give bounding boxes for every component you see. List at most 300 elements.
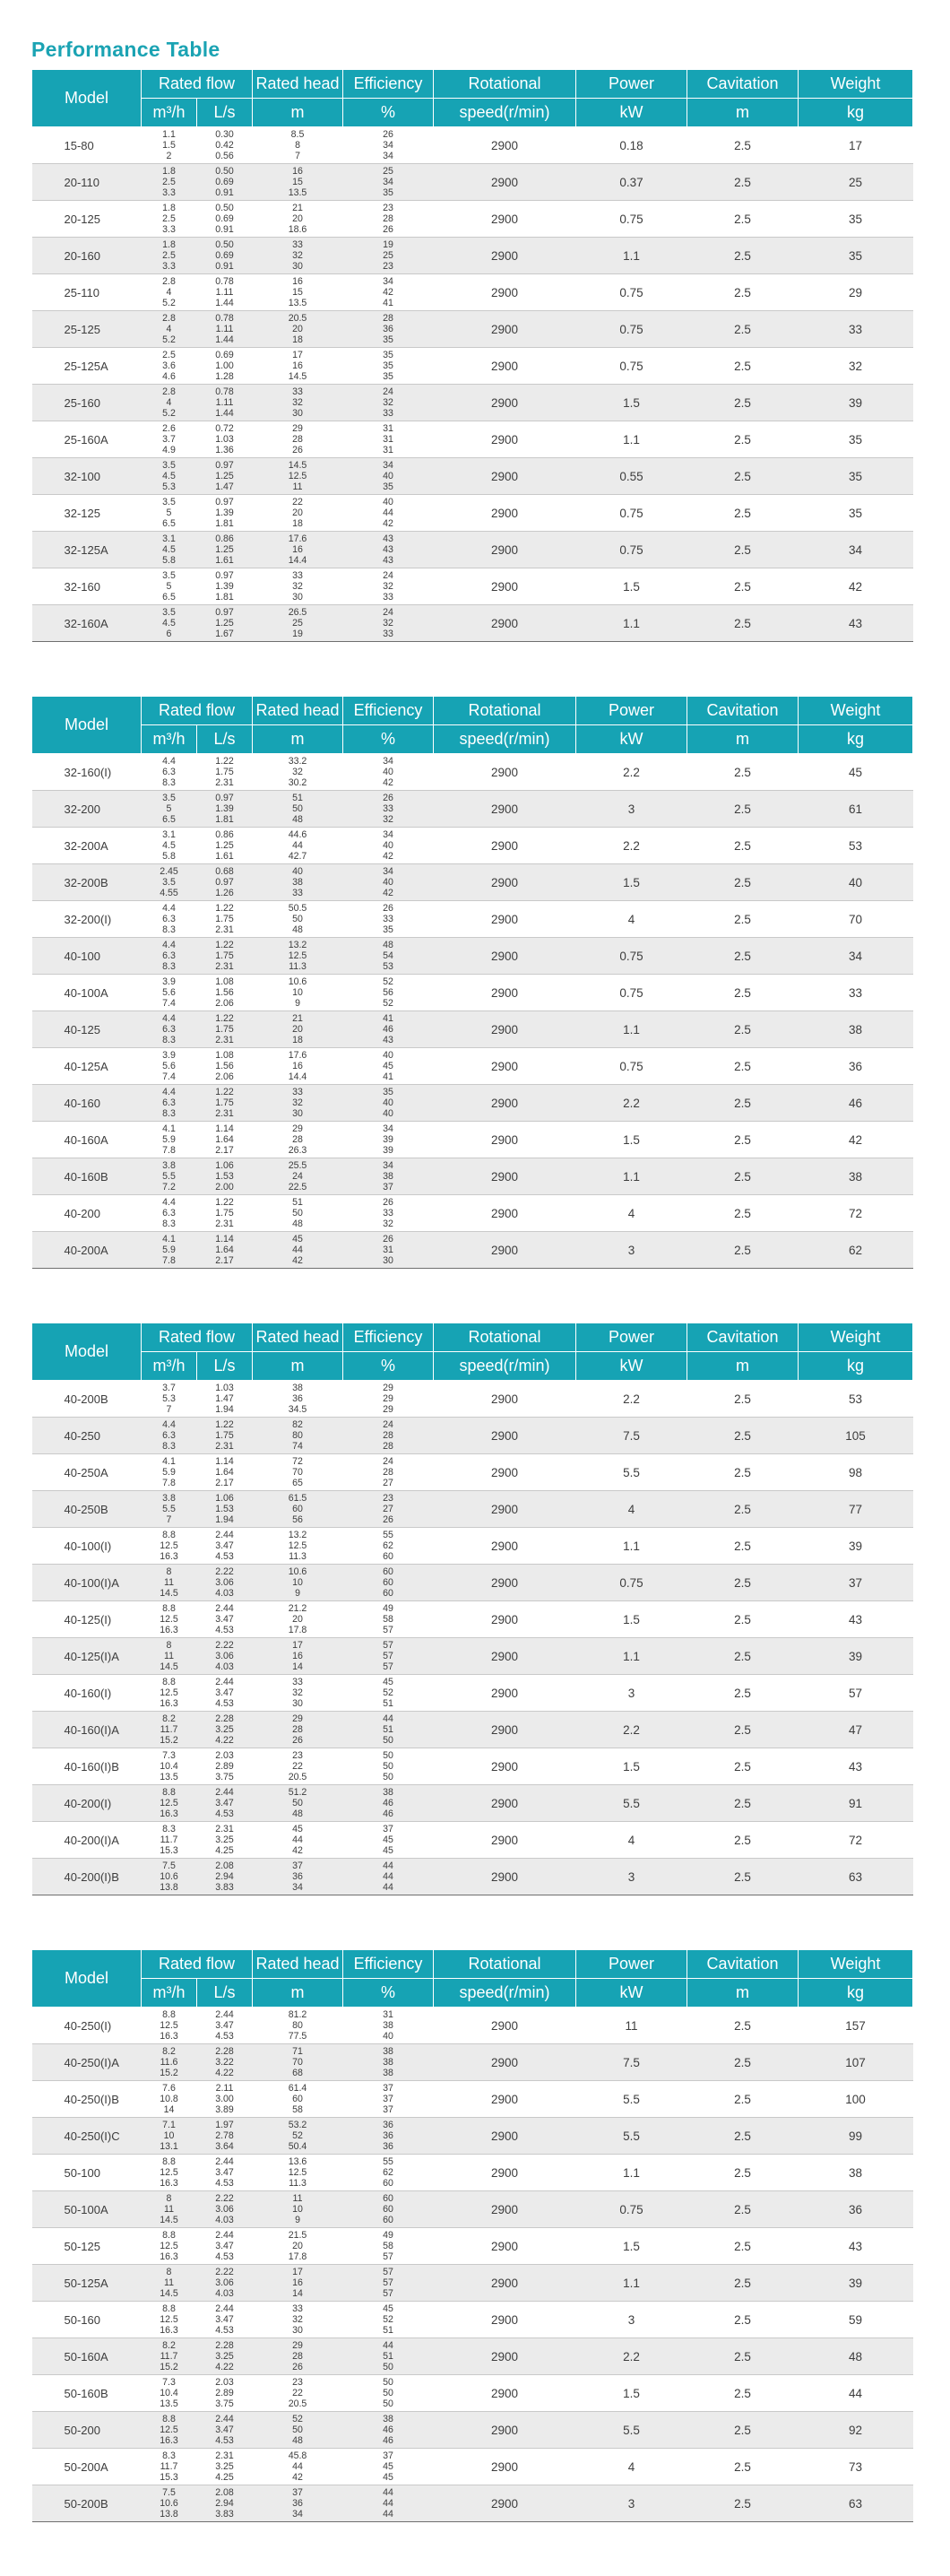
flow-m3h-cell (142, 568, 197, 605)
flow-ls-cell (197, 385, 253, 421)
flow-ls-value: 1.08 (215, 976, 234, 987)
head-value: 16 (292, 1650, 303, 1661)
speed-cell: 2900 (434, 901, 576, 938)
flow-ls-value: 2.44 (215, 2303, 234, 2314)
efficiency-values (343, 1013, 434, 1046)
performance-table-block (31, 1949, 912, 2522)
head-value: 48 (292, 2435, 303, 2447)
efficiency-value: 26 (383, 224, 393, 236)
power-cell: 7.5 (576, 2044, 687, 2081)
head-values (253, 793, 343, 826)
head-cell (253, 1158, 343, 1195)
efficiency-value: 36 (383, 2119, 393, 2130)
head-value: 12.5 (288, 2166, 307, 2178)
efficiency-values (343, 276, 434, 309)
speed-cell: 2900 (434, 274, 576, 311)
flow-m3h-values (142, 1824, 197, 1857)
flow-m3h-cell (142, 1195, 197, 1232)
power-cell: 4 (576, 2449, 687, 2485)
flow-ls-cell (197, 568, 253, 605)
efficiency-value: 45 (383, 1676, 393, 1687)
efficiency-values (343, 2230, 434, 2263)
head-value: 14.5 (288, 371, 307, 383)
unit-cavitation: m (687, 99, 799, 127)
head-value: 50 (292, 913, 303, 924)
head-cell (253, 2081, 343, 2118)
flow-ls-value: 3.06 (215, 2277, 234, 2288)
head-values (253, 1383, 343, 1416)
efficiency-value: 23 (383, 202, 393, 213)
table-row (32, 2191, 913, 2228)
speed-cell: 2900 (434, 1085, 576, 1122)
efficiency-value: 34 (383, 151, 393, 162)
efficiency-value: 24 (383, 569, 393, 581)
flow-m3h-value: 8.3 (162, 924, 176, 936)
cavitation-cell: 2.5 (687, 1601, 799, 1638)
head-value: 33 (292, 1676, 303, 1687)
flow-m3h-value: 2.6 (162, 422, 176, 434)
efficiency-value: 41 (383, 1071, 393, 1083)
head-value: 14.5 (288, 459, 307, 471)
efficiency-value: 35 (383, 371, 393, 383)
flow-m3h-value: 3.5 (162, 459, 176, 471)
flow-m3h-value: 5.9 (162, 1244, 176, 1255)
head-value: 48 (292, 1219, 303, 1230)
efficiency-value: 32 (383, 617, 393, 629)
cavitation-cell: 2.5 (687, 274, 799, 311)
head-cell (253, 421, 343, 458)
weight-cell: 35 (799, 421, 913, 458)
head-value: 26.5 (288, 606, 307, 618)
speed-cell: 2900 (434, 1195, 576, 1232)
flow-m3h-value: 3.5 (162, 606, 176, 618)
head-cell (253, 532, 343, 568)
head-value: 13.2 (288, 939, 307, 950)
head-value: 48 (292, 814, 303, 826)
flow-m3h-value: 16.3 (160, 1808, 178, 1820)
head-value: 17.6 (288, 1049, 307, 1061)
efficiency-values (343, 1493, 434, 1526)
head-value: 10 (292, 1576, 303, 1588)
flow-ls-value: 0.78 (215, 386, 234, 397)
cavitation-cell: 2.5 (687, 1491, 799, 1528)
efficiency-cell (343, 2302, 434, 2338)
efficiency-value: 31 (383, 1244, 393, 1255)
flow-m3h-value: 7.8 (162, 1478, 176, 1489)
head-value: 26 (292, 1735, 303, 1747)
flow-m3h-value: 3.5 (162, 876, 176, 888)
efficiency-value: 26 (383, 1233, 393, 1245)
flow-ls-value: 2.17 (215, 1255, 234, 1267)
efficiency-value: 41 (383, 1012, 393, 1024)
speed-cell: 2900 (434, 1785, 576, 1822)
head-cell (253, 828, 343, 864)
weight-cell: 40 (799, 864, 913, 901)
power-cell: 5.5 (576, 1454, 687, 1491)
cavitation-cell: 2.5 (687, 2338, 799, 2375)
flow-m3h-values (142, 1530, 197, 1563)
flow-m3h-value: 8.8 (162, 2303, 176, 2314)
weight-cell: 100 (799, 2081, 913, 2118)
flow-m3h-value: 4.4 (162, 939, 176, 950)
head-value: 20.5 (288, 1772, 307, 1783)
speed-cell: 2900 (434, 1712, 576, 1748)
header-model: Model (32, 697, 142, 754)
flow-m3h-values (142, 2156, 197, 2190)
head-value: 17 (292, 1639, 303, 1651)
efficiency-value: 50 (383, 1735, 393, 1747)
power-cell: 1.5 (576, 2228, 687, 2265)
efficiency-value: 40 (383, 2031, 393, 2043)
efficiency-cell (343, 421, 434, 458)
cavitation-cell: 2.5 (687, 1748, 799, 1785)
flow-ls-value: 2.22 (215, 1639, 234, 1651)
unit-weight: kg (799, 725, 913, 754)
head-cell (253, 2338, 343, 2375)
model-cell: 40-200B (32, 1381, 142, 1418)
efficiency-values (343, 460, 434, 493)
header-model: Model (32, 70, 142, 127)
head-values (253, 1419, 343, 1453)
efficiency-value: 34 (383, 275, 393, 287)
flow-m3h-value: 5.2 (162, 408, 176, 420)
head-value: 34 (292, 2509, 303, 2520)
flow-m3h-values (142, 2046, 197, 2079)
speed-cell: 2900 (434, 385, 576, 421)
head-value: 21.2 (288, 1602, 307, 1614)
head-value: 37 (292, 1860, 303, 1871)
unit-weight: kg (799, 1979, 913, 2008)
head-values (253, 2009, 343, 2043)
flow-ls-values (197, 276, 253, 309)
head-cell (253, 1638, 343, 1675)
head-value: 18 (292, 334, 303, 346)
flow-ls-value: 2.44 (215, 1786, 234, 1798)
head-value: 20 (292, 1613, 303, 1625)
unit-head: m (253, 1352, 343, 1381)
flow-ls-value: 2.08 (215, 1860, 234, 1871)
flow-m3h-value: 13.8 (160, 2509, 178, 2520)
head-value: 22.5 (288, 1182, 307, 1193)
flow-m3h-value: 3.5 (162, 496, 176, 507)
flow-m3h-cell (142, 164, 197, 201)
head-cell (253, 864, 343, 901)
head-value: 60 (292, 1503, 303, 1514)
efficiency-values (343, 1530, 434, 1563)
flow-ls-value: 0.91 (215, 187, 234, 199)
model-cell: 40-250(I) (32, 2008, 142, 2044)
head-value: 44 (292, 2460, 303, 2472)
flow-m3h-value: 6.5 (162, 592, 176, 603)
weight-cell: 43 (799, 1748, 913, 1785)
flow-ls-values (197, 607, 253, 640)
header-weight: Weight (799, 697, 913, 725)
flow-m3h-value: 5.6 (162, 986, 176, 998)
head-value: 80 (292, 2019, 303, 2031)
efficiency-cell (343, 1085, 434, 1122)
efficiency-value: 35 (383, 349, 393, 360)
head-value: 13.5 (288, 187, 307, 199)
efficiency-value: 23 (383, 1492, 393, 1504)
head-values (253, 2267, 343, 2300)
head-value: 12.5 (288, 470, 307, 481)
head-cell (253, 1859, 343, 1895)
weight-cell: 107 (799, 2044, 913, 2081)
efficiency-cell (343, 2081, 434, 2118)
head-value: 36 (292, 1392, 303, 1404)
model-cell: 40-100 (32, 938, 142, 975)
flow-m3h-value: 16.3 (160, 2251, 178, 2263)
head-cell (253, 274, 343, 311)
cavitation-cell: 2.5 (687, 1381, 799, 1418)
power-cell: 1.1 (576, 421, 687, 458)
weight-cell: 43 (799, 605, 913, 642)
flow-ls-value: 1.36 (215, 445, 234, 456)
head-cell (253, 2118, 343, 2155)
head-value: 44 (292, 1834, 303, 1845)
flow-ls-values (197, 1824, 253, 1857)
flow-m3h-value: 12.5 (160, 1613, 178, 1625)
flow-m3h-value: 4 (166, 323, 172, 334)
flow-m3h-cell (142, 2191, 197, 2228)
head-value: 18 (292, 1035, 303, 1046)
flow-m3h-value: 2.5 (162, 349, 176, 360)
head-value: 29 (292, 2339, 303, 2351)
flow-m3h-value: 5.8 (162, 851, 176, 863)
cavitation-cell: 2.5 (687, 1454, 799, 1491)
efficiency-value: 40 (383, 839, 393, 851)
efficiency-cell (343, 1158, 434, 1195)
flow-m3h-cell (142, 1158, 197, 1195)
head-value: 56 (292, 1514, 303, 1526)
efficiency-value: 34 (383, 755, 393, 767)
power-cell: 1.5 (576, 864, 687, 901)
unit-power: kW (576, 725, 687, 754)
cavitation-cell: 2.5 (687, 2081, 799, 2118)
efficiency-value: 42 (383, 888, 393, 899)
flow-ls-cell (197, 348, 253, 385)
flow-ls-values (197, 2487, 253, 2520)
weight-cell: 43 (799, 2228, 913, 2265)
efficiency-value: 46 (383, 2435, 393, 2447)
efficiency-cell (343, 1011, 434, 1048)
table-row (32, 2485, 913, 2522)
flow-ls-value: 3.47 (215, 2424, 234, 2435)
head-value: 42 (292, 2472, 303, 2484)
flow-m3h-cell (142, 1011, 197, 1048)
head-cell (253, 2044, 343, 2081)
speed-cell: 2900 (434, 1675, 576, 1712)
efficiency-values (343, 423, 434, 456)
header-rotational: Rotational (434, 1323, 576, 1352)
flow-ls-value: 3.47 (215, 2313, 234, 2325)
model-cell: 40-250 (32, 1418, 142, 1454)
flow-ls-values (197, 1530, 253, 1563)
flow-m3h-cell (142, 2081, 197, 2118)
head-value: 10.6 (288, 976, 307, 987)
efficiency-value: 33 (383, 408, 393, 420)
efficiency-value: 57 (383, 2288, 393, 2300)
head-cell (253, 495, 343, 532)
efficiency-value: 43 (383, 555, 393, 567)
head-cell (253, 1675, 343, 1712)
table-row (32, 495, 913, 532)
flow-m3h-value: 16.3 (160, 2435, 178, 2447)
flow-ls-value: 2.22 (215, 2266, 234, 2277)
head-value: 45.8 (288, 2450, 307, 2461)
head-cell (253, 1454, 343, 1491)
flow-m3h-value: 2.5 (162, 212, 176, 224)
flow-ls-value: 0.42 (215, 139, 234, 151)
head-value: 50 (292, 2424, 303, 2435)
head-value: 22 (292, 496, 303, 507)
flow-m3h-values (142, 570, 197, 603)
table-row (32, 532, 913, 568)
flow-m3h-value: 7 (166, 1514, 172, 1526)
table-row (32, 1158, 913, 1195)
head-value: 61.4 (288, 2082, 307, 2094)
head-value: 23 (292, 1749, 303, 1761)
efficiency-value: 38 (383, 2413, 393, 2424)
head-value: 14.4 (288, 1071, 307, 1083)
flow-ls-value: 2.31 (215, 961, 234, 973)
flow-ls-cell (197, 2228, 253, 2265)
flow-ls-value: 1.64 (215, 1244, 234, 1255)
head-cell (253, 1748, 343, 1785)
flow-m3h-value: 6.3 (162, 913, 176, 924)
head-values (253, 1750, 343, 1783)
table-row (32, 1785, 913, 1822)
flow-ls-cell (197, 2118, 253, 2155)
efficiency-values (343, 2340, 434, 2373)
flow-ls-values (197, 2009, 253, 2043)
flow-m3h-value: 2.5 (162, 176, 176, 187)
flow-m3h-cell (142, 2449, 197, 2485)
efficiency-cell (343, 1712, 434, 1748)
head-value: 48 (292, 1808, 303, 1820)
efficiency-cell (343, 1822, 434, 1859)
efficiency-values (343, 239, 434, 273)
head-value: 72 (292, 1455, 303, 1467)
efficiency-value: 45 (383, 2303, 393, 2314)
cavitation-cell: 2.5 (687, 2375, 799, 2412)
table-row (32, 1638, 913, 1675)
flow-m3h-value: 2.45 (160, 865, 178, 877)
head-value: 11 (292, 481, 303, 493)
flow-ls-values (197, 2046, 253, 2079)
power-cell: 4 (576, 901, 687, 938)
flow-ls-values (197, 1713, 253, 1747)
flow-m3h-values (142, 793, 197, 826)
head-value: 74 (292, 1441, 303, 1453)
cavitation-cell: 2.5 (687, 1859, 799, 1895)
flow-ls-cell (197, 1195, 253, 1232)
head-values (253, 2046, 343, 2079)
efficiency-values (343, 1566, 434, 1600)
flow-ls-values (197, 166, 253, 199)
model-cell: 50-200 (32, 2412, 142, 2449)
head-values (253, 2487, 343, 2520)
flow-m3h-values (142, 2230, 197, 2263)
efficiency-value: 34 (383, 1123, 393, 1134)
table-row (32, 1454, 913, 1491)
flow-ls-value: 0.78 (215, 275, 234, 287)
flow-ls-value: 3.06 (215, 1650, 234, 1661)
flow-ls-value: 4.25 (215, 1845, 234, 1857)
head-value: 22 (292, 2387, 303, 2398)
flow-m3h-value: 3.8 (162, 1492, 176, 1504)
header-rotational: Rotational (434, 1950, 576, 1979)
flow-ls-value: 2.44 (215, 2229, 234, 2241)
speed-cell: 2900 (434, 2228, 576, 2265)
header-power: Power (576, 697, 687, 725)
weight-cell: 47 (799, 1712, 913, 1748)
efficiency-value: 45 (383, 2472, 393, 2484)
weight-cell: 32 (799, 348, 913, 385)
flow-m3h-cell (142, 238, 197, 274)
head-value: 16 (292, 543, 303, 555)
head-value: 28 (292, 433, 303, 445)
head-value: 51.2 (288, 1786, 307, 1798)
power-cell: 1.5 (576, 1122, 687, 1158)
flow-m3h-cell (142, 1528, 197, 1565)
flow-ls-value: 4.53 (215, 1698, 234, 1710)
flow-m3h-value: 16.3 (160, 1625, 178, 1636)
efficiency-value: 41 (383, 298, 393, 309)
efficiency-value: 43 (383, 1035, 393, 1046)
efficiency-value: 60 (383, 2192, 393, 2204)
flow-ls-cell (197, 791, 253, 828)
efficiency-value: 32 (383, 1219, 393, 1230)
flow-m3h-value: 5.3 (162, 1392, 176, 1404)
flow-m3h-value: 6.3 (162, 1097, 176, 1108)
flow-ls-value: 1.22 (215, 1418, 234, 1430)
flow-m3h-value: 4.4 (162, 1086, 176, 1097)
flow-ls-value: 3.47 (215, 2166, 234, 2178)
speed-cell: 2900 (434, 1011, 576, 1048)
flow-ls-value: 0.97 (215, 792, 234, 803)
weight-cell: 33 (799, 311, 913, 348)
efficiency-values (343, 2120, 434, 2153)
head-value: 33 (292, 1086, 303, 1097)
flow-m3h-value: 6.3 (162, 950, 176, 961)
power-cell: 0.75 (576, 1565, 687, 1601)
efficiency-value: 62 (383, 2166, 393, 2178)
flow-ls-value: 4.53 (215, 2178, 234, 2190)
speed-cell: 2900 (434, 1381, 576, 1418)
efficiency-value: 44 (383, 1882, 393, 1894)
efficiency-value: 34 (383, 176, 393, 187)
weight-cell: 39 (799, 2265, 913, 2302)
efficiency-value: 37 (383, 2450, 393, 2461)
flow-ls-value: 4.22 (215, 2068, 234, 2079)
weight-cell: 72 (799, 1822, 913, 1859)
flow-m3h-value: 8.3 (162, 777, 176, 789)
head-value: 12.5 (288, 1540, 307, 1551)
flow-ls-value: 4.53 (215, 2251, 234, 2263)
efficiency-value: 38 (383, 2056, 393, 2068)
flow-ls-value: 0.50 (215, 239, 234, 250)
flow-m3h-cell (142, 274, 197, 311)
head-cell (253, 2265, 343, 2302)
head-value: 30 (292, 408, 303, 420)
flow-m3h-cell (142, 864, 197, 901)
head-values (253, 1087, 343, 1120)
flow-ls-value: 1.06 (215, 1492, 234, 1504)
flow-ls-value: 2.31 (215, 1219, 234, 1230)
speed-cell: 2900 (434, 458, 576, 495)
performance-table (31, 1323, 913, 1895)
